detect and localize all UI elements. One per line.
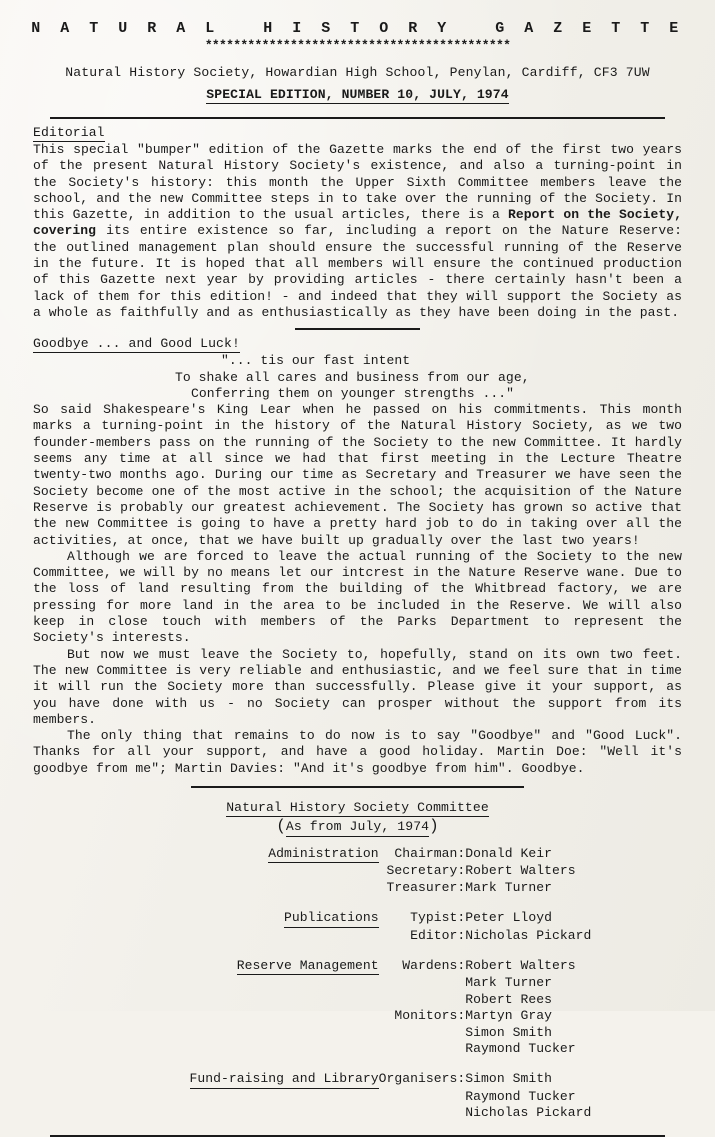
masthead [0,0,715,104]
committee-role-label [379,992,466,1008]
committee-row [124,1089,592,1105]
committee-subtitle: As from July, 1974 [286,819,429,837]
committee-member-name: Robert Walters [465,958,576,974]
committee-table [124,846,592,1122]
committee-role-label [379,975,466,991]
committee-member-name: Mark Turner [465,879,552,895]
committee-member-name: Martyn Gray [465,1008,552,1024]
committee-member-name: Simon Smith [465,1024,552,1040]
editorial-heading: Editorial [33,125,105,140]
committee-category-cell [124,863,379,879]
committee-subtitle-wrap: (As from July, 1974) [276,817,439,836]
committee-row [124,863,592,879]
committee-group-gap [124,1057,592,1071]
rule-above-committee [191,786,524,788]
committee-group-gap [124,944,592,958]
committee-row [124,928,592,944]
committee-role-label [379,1089,466,1105]
committee-row [124,1071,592,1088]
committee-member-name: Raymond Tucker [465,1041,576,1057]
committee-row [124,910,592,927]
quote-line-3: Conferring them on younger strengths ..." [191,385,515,401]
committee-role-label: Typist: [410,910,466,926]
committee-row [124,958,592,975]
committee-member-name: Peter Lloyd [465,910,552,926]
rule-bottom [50,1135,665,1137]
committee-role-label: Organisers: [378,1071,466,1087]
committee-role-label: Monitors: [394,1008,466,1024]
editorial-paragraph [33,142,682,321]
committee-row [124,846,592,863]
goodbye-heading: Goodbye ... and Good Luck! [33,336,240,352]
committee-row [124,1105,592,1121]
committee-member-name: Donald Keir [465,845,552,861]
committee-member-name: Mark Turner [465,975,552,991]
committee-row [124,1025,592,1041]
asterisk-divider: ******************************************* [204,39,511,52]
committee-title: Natural History Society Committee [226,800,489,818]
committee-role-label: Editor: [410,927,466,943]
committee-category-cell [124,1071,379,1088]
committee-category-cell [124,1025,379,1041]
committee-row [124,975,592,991]
goodbye-paragraph-4: The only thing that remains to do now is to say "Goodbye" and "Good Luck". Thanks for all your support, and have a good holiday. Martin Doe: "Well it's goodbye from me"; Martin Davies: "And it's goodbye from him". Goodbye. [33,728,682,776]
committee-category-label: Publications [284,910,379,927]
committee-role-label: Treasurer: [386,879,466,895]
committee-category-cell [124,1089,379,1105]
society-address: Natural History Society, Howardian High School, Penylan, Cardiff, CF3 7UW [65,65,650,80]
committee-member-name: Nicholas Pickard [465,927,592,943]
goodbye-paragraph-3: But now we must leave the Society to, hopefully, stand on its own two feet. The new Committee is very reliable and enthusiastic, and we feel sure that in time it will run the Society more than successfully. Please give it your support, as you have done with us - no Society can prosper without the support from its members. [33,646,682,727]
editorial-text-end: its entire existence so far, including a report on the Nature Reserve: the outlined management plan should ensure the successful running of the Reserve in the future. It is hoped that all members will ensure the continued production of this Gazette next year by providing articles - there certainly hasn't been a lack of them for this edition! - and indeed that they will support the Society as a whole as faithfully and as enthusiastically as they have been doing in the past. [33,223,682,320]
committee-member-name: Robert Walters [465,863,576,879]
committee-category-cell [124,992,379,1008]
committee-role-label: Secretary: [386,863,466,879]
quote-line-1: "... tis our fast intent [221,353,411,369]
committee-category-cell [124,975,379,991]
editorial-section [0,119,715,321]
committee-category-cell [124,1105,379,1121]
quote-line-2: To shake all cares and business from our age, [175,369,530,385]
committee-category-cell [124,910,379,927]
gazette-title: N A T U R A L H I S T O R Y G A Z E T T E [31,20,684,37]
committee-category-label: Administration [268,846,378,863]
committee-category-label: Fund-raising and Library [190,1071,379,1088]
editorial-text-bold: Report on the Society, covering [33,207,682,239]
special-edition-line: SPECIAL EDITION, NUMBER 10, JULY, 1974 [206,87,509,102]
committee-category-cell [124,958,379,975]
committee-category-cell [124,846,379,863]
committee-category-cell [124,1041,379,1057]
editorial-text-start: This special "bumper" edition of the Gazette marks the end of the first two years of the present Natural History Society's existence, and also a turning-point in the Society's history: this month the Upper Sixth Committee members leave the school, and the new Committee steps in to take over the running of the Society. In this Gazette, in addition to the usual articles, there is a [33,142,682,223]
committee-role-label [379,1105,466,1121]
goodbye-paragraph-1: So said Shakespeare's King Lear when he passed on his commitments. This month marks a turning-point in the history of the Natural History Society, as we two founder-members pass on the running of the Society to the new Committee. It hardly seems any time at all since we had that first meeting in the Lecture Theatre twenty-two months ago. During our time as Secretary and Treasurer we have seen the Society become one of the most active in the school; the acquisition of the Nature Reserve is probably our greatest achievement. The Society has grown so active that the new Committee is going to have a pretty hard job to do in taking over all the activities, at once, that we have built up gradually over the last two years! [33,402,682,548]
goodbye-section [0,330,715,777]
goodbye-paragraph-2: Although we are forced to leave the actual running of the Society to the new Committee, we will by no means let our intcrest in the Nature Reserve wane. Due to the loss of land resulting from the building of the Whitbread factory, we are pressing for more land in the area to be included in the Reserve. We will also keep in close touch with members of the Parks Department to represent the Society's interests. [33,548,682,646]
committee-group-gap [124,896,592,910]
committee-category-label: Reserve Management [237,958,379,975]
committee-member-name: Raymond Tucker [465,1088,576,1104]
shakespeare-quote [33,353,682,402]
committee-category-cell [124,880,379,896]
committee-row [124,880,592,896]
committee-role-label: Wardens: [402,958,466,974]
committee-role-label: Chairman: [394,845,466,861]
committee-member-name: Nicholas Pickard [465,1105,592,1121]
committee-role-label [379,1041,466,1057]
committee-section [0,798,715,1122]
committee-member-name: Simon Smith [465,1071,552,1087]
committee-row [124,992,592,1008]
committee-role-label [379,1025,466,1041]
committee-member-name: Robert Rees [465,991,552,1007]
committee-row [124,1041,592,1057]
committee-category-cell [124,928,379,944]
